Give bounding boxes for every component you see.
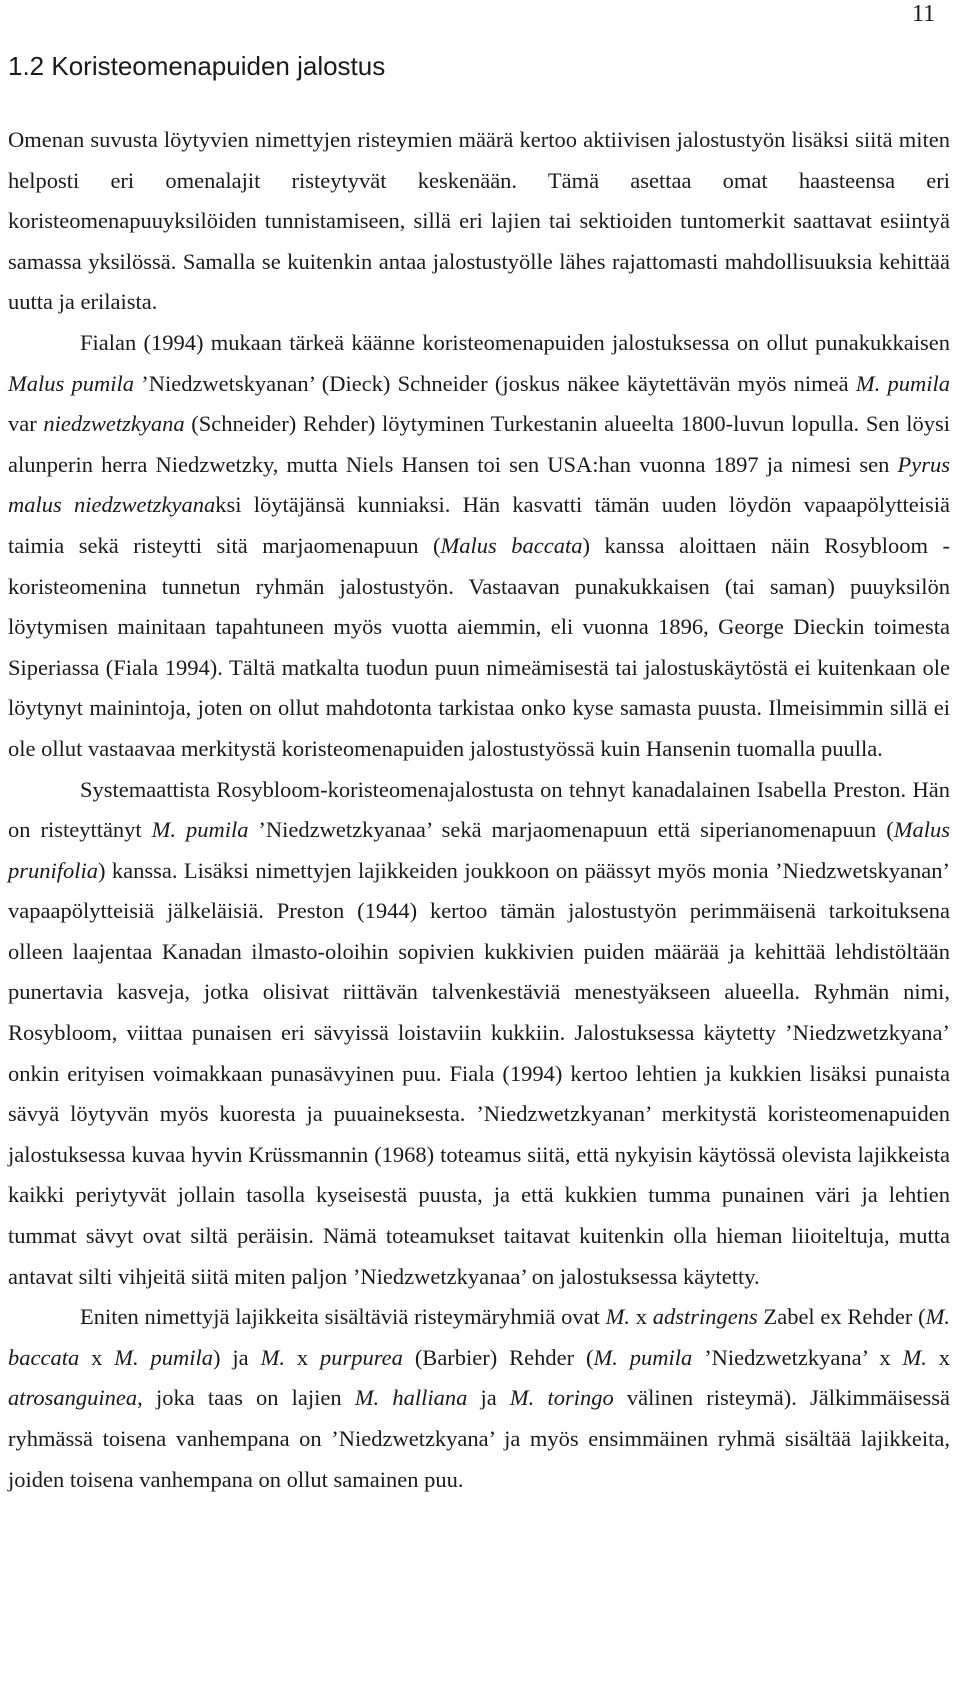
text-run: x <box>926 1344 951 1370</box>
text-run: ’Niedzwetskyanan’ (Dieck) Schneider (joskus näkee käytettävän myös nimeä <box>133 370 856 396</box>
text-run: Eniten nimettyjä lajikkeita sisältäviä risteymäryhmiä ovat <box>80 1304 606 1330</box>
paragraph-3 <box>8 770 950 1298</box>
italic-text-run: M. pumila <box>114 1344 214 1370</box>
paragraph-1 <box>8 120 950 323</box>
italic-text-run: M. pumila <box>593 1344 693 1370</box>
body-text <box>8 120 950 1500</box>
italic-text-run: Malus baccata <box>440 532 583 558</box>
italic-text-run: M. <box>605 1304 630 1330</box>
italic-text-run: adstringens <box>652 1304 758 1330</box>
italic-text-run: M. pumila <box>151 817 249 843</box>
italic-text-run: purpurea <box>320 1344 403 1370</box>
text-run: ’Niedzwetzkyanaa’ sekä marjaomenapuun että siperianomenapuun ( <box>248 817 894 843</box>
text-run: ’Niedzwetzkyana’ x <box>692 1344 903 1370</box>
text-run: Fialan (1994) mukaan tärkeä käänne koristeomenapuiden jalostuksessa on ollut punakukkaisen <box>80 329 950 355</box>
paragraph-4 <box>8 1297 950 1500</box>
text-run: ja <box>467 1385 510 1411</box>
text-run: välinen risteymä). Jälkimmäisessä ryhmässä toisena vanhempana on ’Niedzwetzkyana’ ja myös ensimmäinen ryhmä sisältää lajikkeita, joiden toisena vanhempana on ollut samainen puu. <box>8 1385 950 1492</box>
italic-text-run: atrosanguinea <box>8 1385 138 1411</box>
text-run: var <box>8 411 44 437</box>
italic-text-run: M. baccata <box>8 1304 950 1370</box>
italic-text-run: Malus pumila <box>8 370 134 396</box>
text-run: x <box>79 1344 115 1370</box>
text-run: x <box>284 1344 320 1370</box>
italic-text-run: Pyrus malus niedzwetzkyana <box>8 451 950 518</box>
italic-text-run: niedzwetzkyana <box>43 411 185 437</box>
section-title: 1.2 Koristeomenapuiden jalostus <box>8 51 386 81</box>
italic-text-run: M. <box>260 1344 285 1370</box>
text-run: ) kanssa aloittaen näin Rosybloom -koristeomenina tunnetun ryhmän jalostustyön. Vastaavan punakukkaisen (tai saman) puuyksilön löytymisen mainitaan tapahtuneen myös vuotta aiemmin, eli vuonna 1896, George Dieckin toimesta Siperiassa (Fiala 1994). Tältä matkalta tuodun puun nimeämisestä tai jalostuskäytöstä ei kuitenkaan ole löytynyt mainintoja, joten on ollut mahdotonta tarkistaa onko kyse samasta puusta. Ilmeisimmin sillä ei ole ollut vastaavaa merkitystä koristeomenapuiden jalostustyössä kuin Hansenin tuomalla puulla. <box>8 532 950 761</box>
text-run: ksi löytäjänsä kunniaksi. Hän kasvatti tämän uuden löydön vapaapölytteisiä taimia sekä risteytti sitä marjaomenapuun ( <box>8 492 950 558</box>
italic-text-run: Malus prunifolia <box>8 817 950 883</box>
page-number: 11 <box>912 1 936 27</box>
text-run: ) ja <box>213 1344 261 1370</box>
paragraph-2 <box>8 323 950 770</box>
text-run: (Schneider) Rehder) löytyminen Turkestanin alueelta 1800-luvun lopulla. Sen löysi alunperin herra Niedzwetzky, mutta Niels Hansen toi sen USA:han vuonna 1897 ja nimesi sen <box>8 411 950 477</box>
text-run: ) kanssa. Lisäksi nimettyjen lajikkeiden joukkoon on päässyt myös monia ’Niedzwetskyanan’ vapaapölytteisiä jälkeläisiä. Preston (1944) kertoo tämän jalostustyön perimmäisenä tarkoituksena olleen laajentaa Kanadan ilmasto-oloihin sopivien kukkivien puiden määrää ja kehittää lehdistöltään punertavia kasveja, jotka olisivat riittävän talvenkestäviä menestyäkseen alueella. Ryhmän nimi, Rosybloom, viittaa punaisen eri sävyissä loistaviin kukkiin. Jalostuksessa käytetty ’Niedzwetzkyana’ onkin erityisen voimakkaan punasävyinen puu. Fiala (1994) kertoo lehtien ja kukkien lisäksi punaista sävyä löytyvän myös kuoresta ja puuaineksesta. ’Niedzwetzkyanan’ merkitystä koristeomenapuiden jalostuksessa kuvaa hyvin Krüssmannin (1968) toteamus siitä, että nykyisin käytössä olevista lajikkeista kaikki periytyvät jollain tasolla kyseisestä puusta, ja että kukkien tumma punainen väri ja lehtien tummat sävyt ovat siltä peräisin. Nämä toteamukset taitavat kuitenkin olla hieman liioiteltuja, mutta antavat silti vihjeitä siitä miten paljon ’Niedzwetzkyanaa’ on jalostuksessa käytetty. <box>8 857 950 1289</box>
text-run: Omenan suvusta löytyvien nimettyjen risteymien määrä kertoo aktiivisen jalostustyön lisäksi siitä miten helposti eri omenalajit risteytyvät keskenään. Tämä asettaa omat haasteensa eri koristeomenapuuyksilöiden tunnistamiseen, sillä eri lajien tai sektioiden tuntomerkit saattavat esiintyä samassa yksilössä. Samalla se kuitenkin antaa jalostustyölle lähes rajattomasti mahdollisuuksia kehittää uutta ja erilaista. <box>8 127 950 315</box>
italic-text-run: M. <box>902 1344 927 1370</box>
text-run: (Barbier) Rehder ( <box>402 1344 594 1370</box>
text-run: Zabel ex Rehder ( <box>757 1304 926 1330</box>
italic-text-run: M. pumila <box>855 370 950 396</box>
text-run: Systemaattista Rosybloom-koristeomenajalostusta on tehnyt kanadalainen Isabella Preston. Hän on risteyttänyt <box>8 776 950 843</box>
italic-text-run: M. halliana <box>354 1385 468 1411</box>
italic-text-run: M. toringo <box>509 1385 614 1411</box>
text-run: x <box>629 1304 653 1330</box>
text-run: , joka taas on lajien <box>137 1385 355 1411</box>
